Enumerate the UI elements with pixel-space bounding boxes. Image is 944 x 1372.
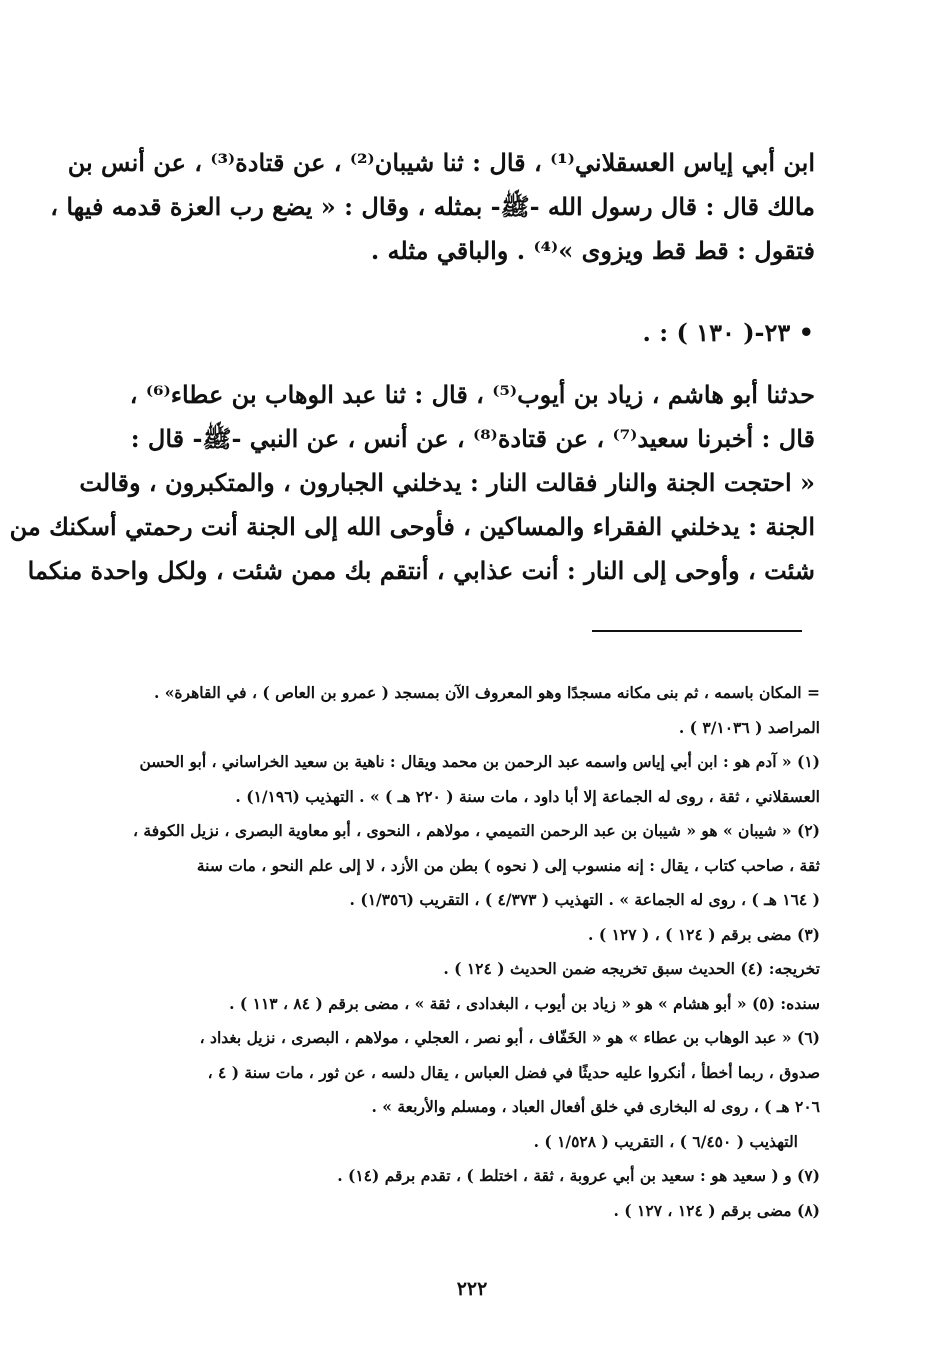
- footnote-line: ( ١٦٤ هـ ) ، روى له الجماعة » . التهذيب ( ٤/٣٧٣ ) ، التقريب (١/٣٥٦) .: [349, 890, 820, 909]
- footnotes-section: [120, 676, 820, 1228]
- footnote-line: صدوق ، ربما أخطأ ، أنكروا عليه حديثًا في فضل العباس ، يقال دلسه ، عن ثور ، مات سنة ( ٤ ،: [207, 1062, 820, 1082]
- text-line: قال : أخبرنا سعيد⁽⁷⁾ ، عن قتادة⁽⁸⁾ ، عن أنس ، عن النبي -ﷺ- قال :: [130, 424, 815, 453]
- text-line: ابن أبي إياس العسقلاني⁽¹⁾ ، قال : ثنا شيبان⁽²⁾ ، عن قتادة⁽³⁾ ، عن أنس بن: [67, 148, 815, 177]
- footnote-line: (٢) « شيبان » هو « شيبان بن عبد الرحمن التميمي ، مولاهم ، النحوى ، أبو معاوية البصرى ، نزيل الكوفة ،: [133, 821, 820, 840]
- text-line: شئت ، وأوحى إلى النار : أنت عذابي ، أنتقم بك ممن شئت ، ولكل واحدة منكما: [27, 556, 815, 585]
- text-line: فتقول : قط قط ويزوى »⁽⁴⁾ . والباقي مثله .: [370, 236, 815, 265]
- page-number: ٢٢٢: [456, 1278, 488, 1300]
- text-line: الجنة : يدخلني الفقراء والمساكين ، فأوحى الله إلى الجنة أنت رحمتي أسكنك من: [9, 512, 815, 541]
- footnote-line: التهذيب ( ٦/٤٥٠ ) ، التقريب ( ١/٥٢٨ ) .: [533, 1131, 798, 1151]
- hadith-number-heading: • ٢٣-( ١٣٠ ) : .: [642, 318, 814, 347]
- footnote-line: (٧) و ( سعيد هو : سعيد بن أبي عروبة ، ثقة ، اختلط ) ، تقدم برقم (١٤) .: [337, 1166, 820, 1185]
- hadith-paragraph-2: [9, 373, 815, 593]
- footnote-line: سنده: (٥) « أبو هشام » هو « زياد بن أيوب ، البغدادى ، ثقة » ، مضى برقم ( ٨٤ ، ١١٣ ) .: [229, 993, 820, 1013]
- hadith-paragraph-1: [50, 141, 815, 273]
- footnote-line: تخريجه: (٤) الحديث سبق تخريجه ضمن الحديث ( ١٢٤ ) .: [443, 959, 820, 978]
- footnote-line: المراصد ( ٣/١٠٣٦ ) .: [678, 717, 820, 737]
- footnote-line: = المكان باسمه ، ثم بنى مكانه مسجدًا وهو المعروف الآن بمسجد ( عمرو بن العاص ) ، في القاهرة» .: [153, 683, 820, 702]
- text-line: مالك قال : قال رسول الله -ﷺ- بمثله ، وقال : « يضع رب العزة قدمه فيها ،: [50, 192, 815, 221]
- footnote-line: (٨) مضى برقم ( ١٢٤ ، ١٢٧ ) .: [613, 1200, 820, 1220]
- footnote-line: ثقة ، صاحب كتاب ، يقال : إنه منسوب إلى ( نحوه ) بطن من الأزد ، لا إلى علم النحو ، مات سنة: [196, 855, 820, 875]
- text-line: « احتجت الجنة والنار فقالت النار : يدخلني الجبارون ، والمتكبرون ، وقالت: [79, 468, 815, 497]
- footnote-line: (٦) « عبد الوهاب بن عطاء » هو « الخَفّاف ، أبو نصر ، العجلي ، مولاهم ، البصرى ، نزيل بغداد ،: [199, 1028, 820, 1047]
- footnote-line: العسقلاني ، ثقة ، روى له الجماعة إلا أبا داود ، مات سنة ( ٢٢٠ هـ ) » . التهذيب (١/١٩٦) .: [235, 786, 820, 806]
- footnote-line: ٢٠٦ هـ ) ، روى له البخارى في خلق أفعال العباد ، ومسلم والأربعة » .: [371, 1097, 820, 1116]
- footnote-line: (١) « آدم هو : ابن أبي إياس واسمه عبد الرحمن بن محمد ويقال : ناهية بن سعيد الخراساني ، أبو الحسن: [139, 752, 820, 771]
- footnote-line: (٣) مضى برقم ( ١٢٤ ) ، ( ١٢٧ ) .: [588, 924, 820, 944]
- text-line: حدثنا أبو هاشم ، زياد بن أيوب⁽⁵⁾ ، قال : ثنا عبد الوهاب بن عطاء⁽⁶⁾ ،: [129, 380, 815, 409]
- footnote-divider: [592, 630, 802, 632]
